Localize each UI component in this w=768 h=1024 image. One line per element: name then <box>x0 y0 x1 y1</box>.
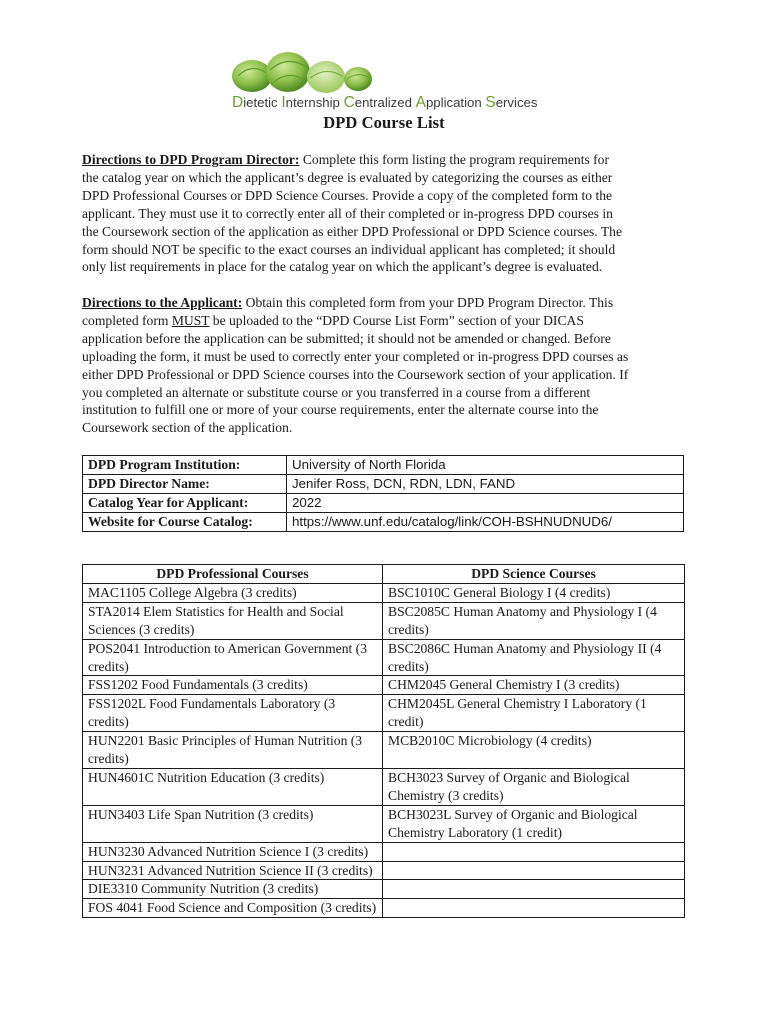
professional-course-cell: HUN4601C Nutrition Education (3 credits) <box>83 768 383 805</box>
director-line: Directions to DPD Program Director: Complete this form listing the program requirements for <box>82 152 610 167</box>
course-row <box>83 676 685 695</box>
professional-course-cell: POS2041 Introduction to American Government (3 credits) <box>83 639 383 676</box>
program-info-row <box>83 474 684 493</box>
professional-course-cell: DIE3310 Community Nutrition (3 credits) <box>83 880 383 899</box>
applicant-line: uploading the form, it must be used to correctly enter your completed or in-progress DPD courses as <box>82 348 629 364</box>
applicant-line: either DPD Professional or DPD Science courses into the Coursework section of your application. If <box>82 366 629 382</box>
professional-course-cell: FOS 4041 Food Science and Composition (3 credits) <box>83 899 383 918</box>
applicant-line: application before the application can be submitted; it should not be amended or changed. Before <box>82 330 611 346</box>
professional-course-cell: FSS1202L Food Fundamentals Laboratory (3 credits) <box>83 695 383 732</box>
course-row <box>83 639 685 676</box>
professional-course-cell: MAC1105 College Algebra (3 credits) <box>83 583 383 602</box>
science-course-cell <box>383 880 685 899</box>
dicas-logo <box>226 48 546 116</box>
science-courses-header: DPD Science Courses <box>383 565 685 584</box>
program-info-row <box>83 456 684 475</box>
course-row <box>83 880 685 899</box>
director-line: DPD Professional Courses or DPD Science Courses. Provide a copy of the completed form to the <box>82 187 613 203</box>
professional-course-cell: STA2014 Elem Statistics for Health and Social Sciences (3 credits) <box>83 602 383 639</box>
course-row <box>83 695 685 732</box>
program-info-label: DPD Director Name: <box>83 474 287 493</box>
applicant-line: Directions to the Applicant: Obtain this completed form from your DPD Program Director. This <box>82 295 614 310</box>
science-course-cell <box>383 899 685 918</box>
professional-course-cell: HUN3231 Advanced Nutrition Science II (3 credits) <box>83 861 383 880</box>
must-emphasis: MUST <box>171 312 210 328</box>
professional-course-cell: HUN3230 Advanced Nutrition Science I (3 credits) <box>83 842 383 861</box>
brussels-sprouts-icon <box>230 48 540 96</box>
program-info-value: University of North Florida <box>287 456 684 475</box>
catalog-website-link[interactable]: https://www.unf.edu/catalog/link/COH-BSHNUDNUD6/ <box>287 512 684 531</box>
director-heading: Directions to DPD Program Director: <box>82 152 300 167</box>
science-course-cell: BCH3023L Survey of Organic and Biological Chemistry Laboratory (1 credit) <box>383 805 685 842</box>
professional-course-cell: FSS1202 Food Fundamentals (3 credits) <box>83 676 383 695</box>
program-info-value: 2022 <box>287 493 684 512</box>
professional-course-cell: HUN3403 Life Span Nutrition (3 credits) <box>83 805 383 842</box>
science-course-cell: BSC1010C General Biology I (4 credits) <box>383 583 685 602</box>
director-line: the Coursework section of the application as either DPD Professional or DPD Science courses. The <box>82 223 622 239</box>
director-line: the catalog year on which the applicant’s degree is evaluated by categorizing the courses as either <box>82 169 613 185</box>
science-course-cell: CHM2045L General Chemistry I Laboratory (1 credit) <box>383 695 685 732</box>
professional-courses-header: DPD Professional Courses <box>83 565 383 584</box>
course-table-header <box>83 565 685 584</box>
program-info-label: Catalog Year for Applicant: <box>83 493 287 512</box>
director-line: only list requirements in place for the catalog year on which the applicant’s degree is evaluated. <box>82 259 603 275</box>
applicant-line: Coursework section of the application. <box>82 420 293 436</box>
applicant-line: completed form MUST be uploaded to the “DPD Course List Form” section of your DICAS <box>82 312 584 328</box>
science-course-cell <box>383 842 685 861</box>
director-line: applicant. They must use it to correctly enter all of their completed or in-progress DPD courses in <box>82 205 613 221</box>
applicant-line: you completed an alternate or substitute course or you transferred in a course from a different <box>82 384 591 400</box>
science-course-cell: BCH3023 Survey of Organic and Biological Chemistry (3 credits) <box>383 768 685 805</box>
applicant-heading: Directions to the Applicant: <box>82 295 243 310</box>
science-course-cell: BSC2085C Human Anatomy and Physiology I (4 credits) <box>383 602 685 639</box>
professional-course-cell: HUN2201 Basic Principles of Human Nutrition (3 credits) <box>83 732 383 769</box>
page-title: DPD Course List <box>323 113 445 132</box>
course-row <box>83 583 685 602</box>
program-info-row <box>83 493 684 512</box>
course-list-table <box>82 564 685 918</box>
science-course-cell: BSC2086C Human Anatomy and Physiology II (4 credits) <box>383 639 685 676</box>
course-row <box>83 861 685 880</box>
course-row <box>83 602 685 639</box>
program-info-label: DPD Program Institution: <box>83 456 287 475</box>
science-course-cell: MCB2010C Microbiology (4 credits) <box>383 732 685 769</box>
applicant-line: institution to fulfill one or more of your course requirements, enter the alternate course into the <box>82 402 599 418</box>
course-row <box>83 805 685 842</box>
program-info-table <box>82 455 684 532</box>
logo-wordmark: Dietetic Internship Centralized Application Services <box>232 94 538 111</box>
program-info-label: Website for Course Catalog: <box>83 512 287 531</box>
science-course-cell <box>383 861 685 880</box>
program-info-row <box>83 512 684 531</box>
course-row <box>83 768 685 805</box>
director-directions <box>82 151 692 276</box>
program-info-value: Jenifer Ross, DCN, RDN, LDN, FAND <box>287 474 684 493</box>
applicant-directions <box>82 294 692 437</box>
director-line: form should NOT be specific to the exact courses an individual applicant has completed; it should <box>82 241 616 257</box>
course-row <box>83 732 685 769</box>
science-course-cell: CHM2045 General Chemistry I (3 credits) <box>383 676 685 695</box>
course-row <box>83 842 685 861</box>
course-row <box>83 899 685 918</box>
